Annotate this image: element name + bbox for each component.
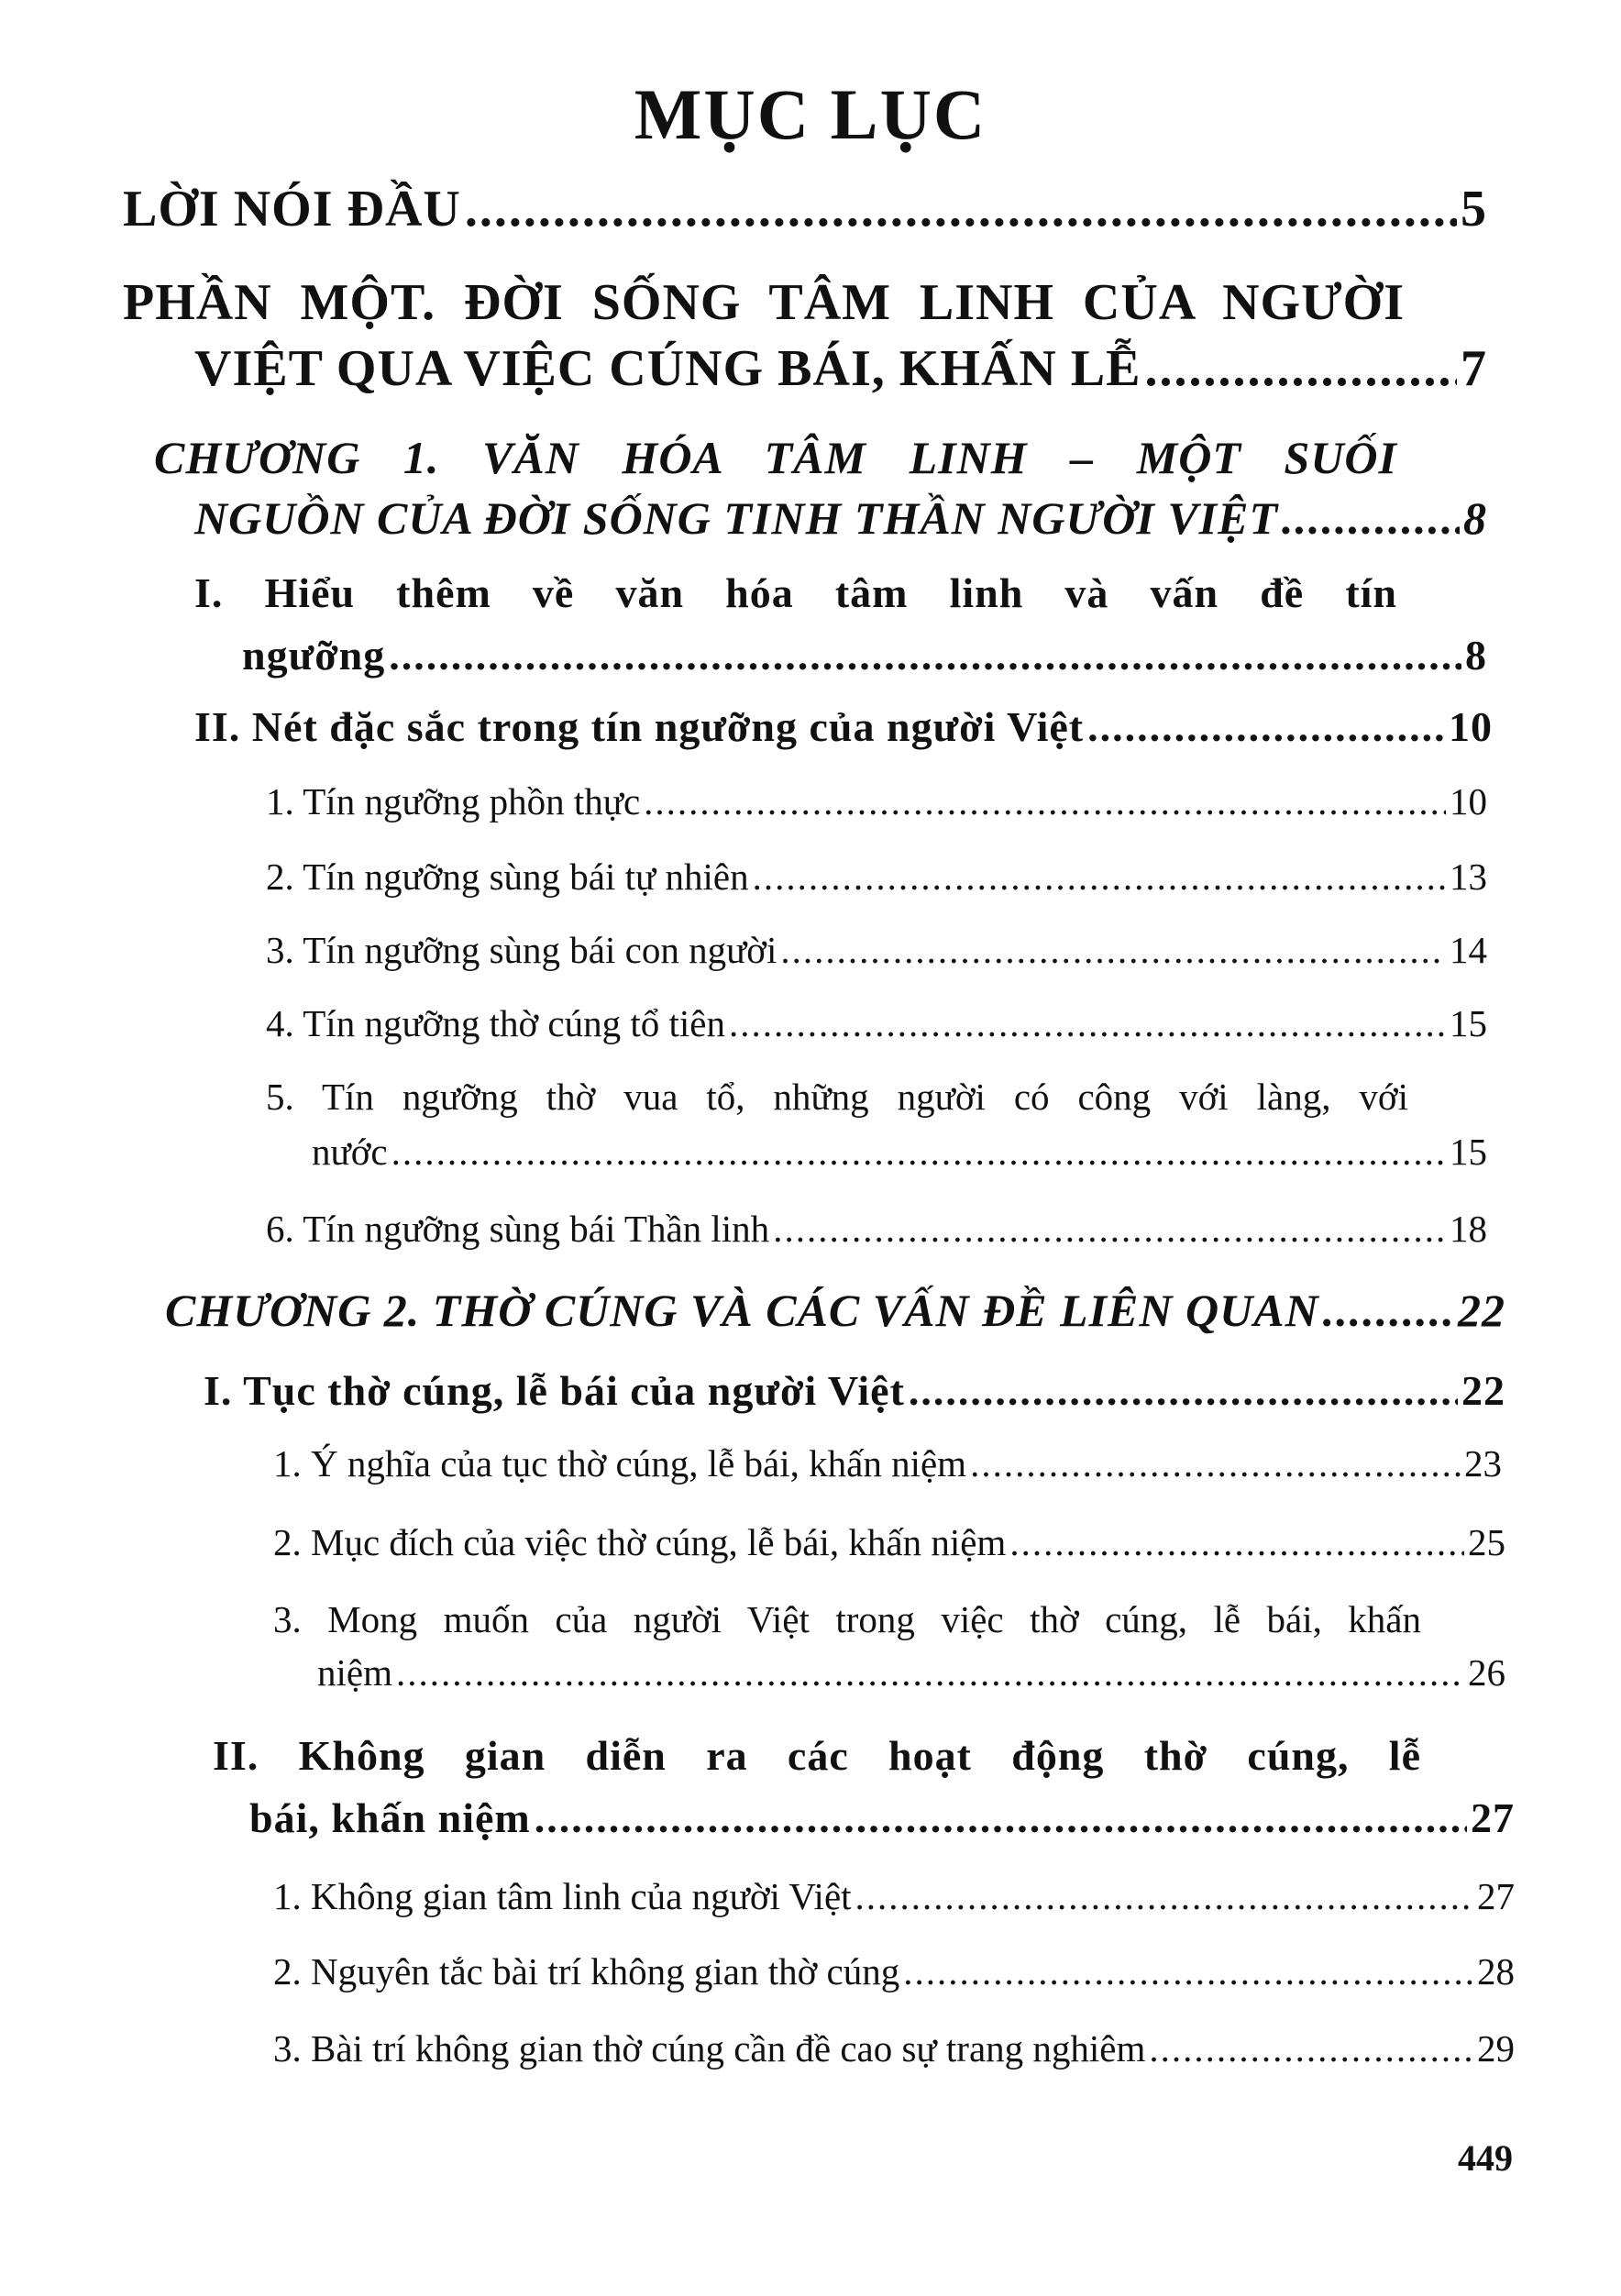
toc-entry-title: niệm [317,1651,392,1694]
toc-entry-page: 27 [1477,1875,1515,1917]
dot-leader [1149,2026,1473,2070]
toc-entry-page: 22 [1458,1285,1505,1336]
toc-entry-page: 25 [1468,1521,1505,1563]
toc-entry-page: 22 [1461,1367,1505,1414]
toc-entry-title: 1. Ý nghĩa của tục thờ cúng, lễ bái, khấn niệm [273,1442,967,1485]
toc-entry-item [266,928,1487,972]
toc-entry-page: 28 [1477,1950,1515,1992]
dot-leader [780,928,1446,972]
toc-entry-item [273,2026,1515,2070]
dot-leader [1009,1520,1464,1564]
toc-entry-title: 2. Mục đích của việc thờ cúng, lễ bái, khấn niệm [273,1521,1007,1563]
toc-entry-page: 15 [1450,1002,1487,1044]
toc-entry-item [266,1001,1487,1045]
toc-entry-item [273,1949,1515,1993]
toc-entry-title: 6. Tín ngưỡng sùng bái Thần linh [266,1208,770,1250]
toc-entry-item [317,1650,1505,1694]
dot-leader [1087,702,1445,751]
toc-entry-section-2-2-line1: II. Không gian diễn ra các hoạt động thờ cúng, lễ [213,1732,1421,1779]
dot-leader [903,1949,1473,1993]
toc-entry-title: 4. Tín ngưỡng thờ cúng tổ tiên [266,1002,725,1044]
dot-leader [391,1130,1446,1174]
toc-entry-page: 15 [1450,1131,1487,1173]
dot-leader [970,1441,1461,1485]
dot-leader [396,1650,1464,1694]
dot-leader [1282,491,1460,545]
toc-entry-page: 10 [1450,780,1487,822]
toc-entry-title: ngưỡng [242,632,386,679]
toc-entry-title: II. Nét đặc sắc trong tín ngưỡng của người Việt [194,703,1085,750]
toc-entry-section-1-1 [242,631,1487,679]
toc-entry-title: VIỆT QUA VIỆC CÚNG BÁI, KHẤN LỄ [194,340,1141,397]
toc-entry-section-1-2 [194,702,1493,751]
toc-entry-page: 29 [1477,2027,1515,2070]
toc-entry-title: 2. Tín ngưỡng sùng bái tự nhiên [266,855,749,898]
dot-leader [1323,1284,1454,1337]
dot-leader [855,1874,1473,1918]
toc-entry-title: 1. Tín ngưỡng phồn thực [266,780,641,822]
dot-leader [389,631,1461,679]
toc-entry-item [266,779,1487,823]
toc-entry-item-line1: 3. Mong muốn của người Việt trong việc thờ cúng, lễ bái, khấn [273,1598,1421,1640]
dot-leader [773,1207,1446,1251]
dot-leader [1144,339,1457,398]
toc-entry-title: I. Tục thờ cúng, lễ bái của người Việt [204,1367,905,1414]
toc-entry-page: 5 [1461,181,1487,237]
toc-entry-chapter-1-line1: CHƯƠNG 1. VĂN HÓA TÂM LINH – MỘT SUỐI [154,432,1397,483]
toc-entry-item [273,1441,1502,1485]
toc-entry-item [266,1207,1487,1251]
toc-entry-title: LỜI NÓI ĐẦU [123,181,461,237]
toc-entry-chapter-2 [165,1284,1505,1337]
toc-entry-title: 1. Không gian tâm linh của người Việt [273,1875,852,1917]
toc-entry-title: 3. Tín ngưỡng sùng bái con người [266,929,777,971]
toc-entry-item [273,1520,1505,1564]
toc-entry-title: bái, khấn niệm [249,1794,531,1841]
toc-entry-item [312,1130,1487,1174]
toc-entry-page: 23 [1464,1442,1502,1485]
toc-entry-title: 2. Nguyên tắc bài trí không gian thờ cúng [273,1950,900,1992]
page-title: MỤC LỤC [634,74,987,154]
dot-leader [753,855,1446,899]
toc-entry-page: 26 [1468,1651,1505,1694]
toc-entry-chapter-1 [194,491,1487,545]
page-number: 449 [1458,2137,1513,2179]
dot-leader [909,1366,1458,1415]
dot-leader [644,779,1446,823]
toc-entry-page: 7 [1461,340,1487,397]
toc-entry-section-1-1-line1: I. Hiểu thêm về văn hóa tâm linh và vấn đề tín [194,569,1397,616]
toc-entry-preface [123,180,1487,238]
toc-entry-page: 27 [1471,1794,1515,1841]
toc-entry-title: NGUỒN CỦA ĐỜI SỐNG TINH THẦN NGƯỜI VIỆT [194,492,1279,544]
toc-entry-page: 8 [1463,492,1487,544]
dot-leader [729,1001,1446,1045]
toc-entry-item [273,1874,1515,1918]
dot-leader [535,1794,1467,1842]
toc-entry-part-one-line1: PHẦN MỘT. ĐỜI SỐNG TÂM LINH CỦA NGƯỜI [123,274,1405,331]
toc-entry-page: 18 [1450,1208,1487,1250]
toc-entry-page: 13 [1450,855,1487,898]
toc-entry-page: 8 [1465,632,1487,679]
toc-entry-title: 3. Bài trí không gian thờ cúng cần đề cao sự trang nghiêm [273,2027,1146,2070]
toc-entry-item-line1: 5. Tín ngưỡng thờ vua tổ, những người có công với làng, với [266,1076,1408,1118]
toc-entry-section-2-1 [204,1366,1505,1415]
toc-entry-page: 14 [1450,929,1487,971]
toc-entry-title: nước [312,1131,388,1173]
toc-entry-part-one [194,339,1487,398]
dot-leader [465,180,1457,238]
toc-entry-item [266,855,1487,899]
toc-entry-section-2-2 [249,1794,1515,1842]
toc-entry-page: 10 [1449,703,1493,750]
toc-entry-title: CHƯƠNG 2. THỜ CÚNG VÀ CÁC VẤN ĐỀ LIÊN QUAN [165,1285,1319,1336]
